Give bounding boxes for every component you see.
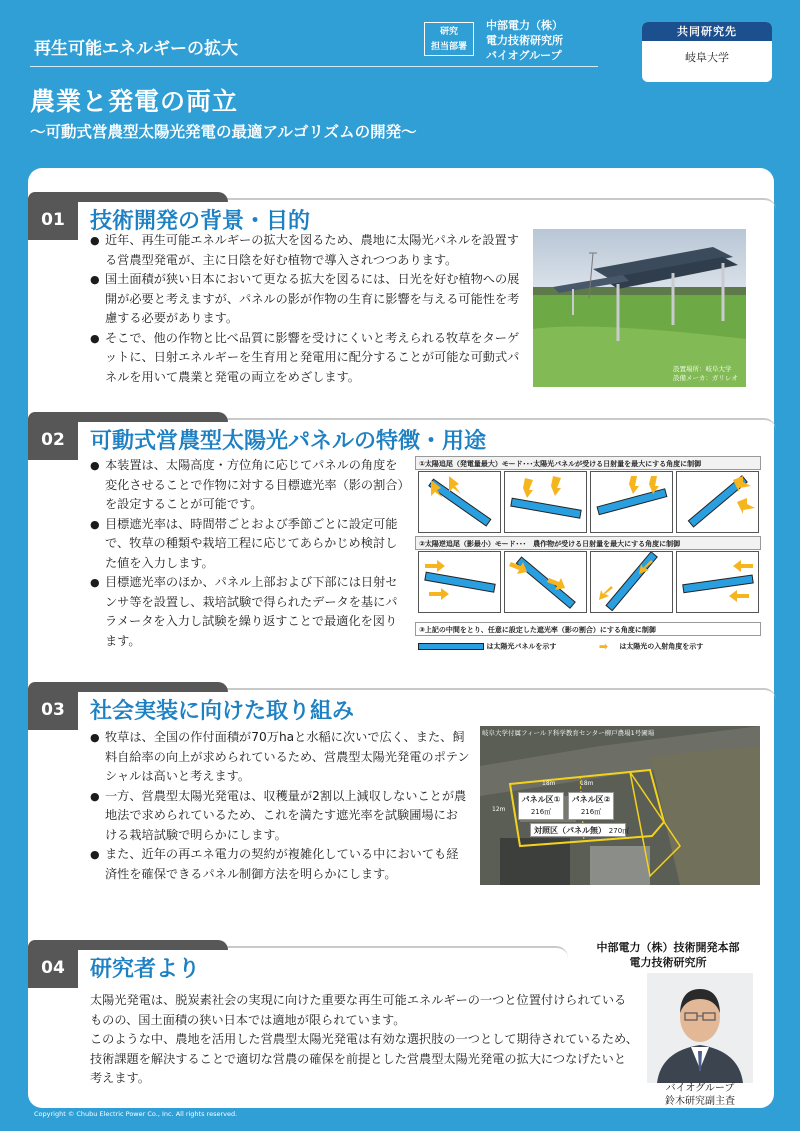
- list-item: ● 国土面積が狭い日本において更なる拡大を図るには、日光を好む植物への展開が必要と考えますが、パネルの影が作物の生育に影響を与える可能性を考慮する必要があります。: [90, 270, 526, 329]
- department-name-line2: 電力技術研究所: [486, 34, 563, 47]
- section-title: 社会実装に向けた取り組み: [90, 699, 355, 724]
- department-name-line3: バイオグループ: [486, 49, 562, 62]
- mode1-label: ①太陽追尾（発電量最大）モード･･･太陽光パネルが受ける日射量を最大にする角度に制御: [415, 456, 761, 470]
- collaborator-box: [642, 22, 772, 82]
- diagram-cell: [418, 551, 501, 613]
- map-dim-3: 12m: [492, 806, 506, 813]
- header-divider: [30, 66, 598, 67]
- page-subtitle: ～可動式営農型太陽光発電の最適アルゴリズムの開発～: [30, 123, 417, 141]
- panel-control-diagram: [415, 456, 761, 656]
- diagram-cell: [590, 551, 673, 613]
- diagram-cell: [676, 551, 759, 613]
- section-number: 03: [28, 690, 78, 730]
- solar-farm-photo: [533, 229, 746, 387]
- department-name: [486, 18, 563, 63]
- diagram-cell: [590, 471, 673, 533]
- page-title: 農業と発電の両立: [30, 87, 239, 116]
- department-name-line1: 中部電力（株）: [486, 19, 563, 32]
- section-02-bullets: [90, 456, 408, 651]
- collaborator-label: 共同研究先: [642, 22, 772, 41]
- department-label: [424, 22, 474, 56]
- avatar: [647, 973, 753, 1083]
- map-dim-1: 18m: [542, 780, 556, 787]
- researcher-message: [90, 991, 638, 1089]
- collaborator-value: 岐阜大学: [685, 51, 729, 64]
- diagram-cell: [504, 551, 587, 613]
- mode3-label: ③上記の中間をとり、任意に設定した遮光率（影の割合）にする角度に制御: [415, 622, 761, 636]
- section-title: 研究者より: [90, 957, 201, 982]
- section-number: 01: [28, 200, 78, 240]
- diagram-cell: [418, 471, 501, 533]
- category-title: 再生可能エネルギーの拡大: [34, 39, 238, 59]
- list-item: ● 目標遮光率は、時間帯ごとおよび季節ごとに設定可能で、牧草の種類や栽培工程に応じてあらかじめ検討した値を入力します。: [90, 515, 408, 574]
- section-number: 02: [28, 420, 78, 460]
- list-item: ● 近年、再生可能エネルギーの拡大を図るため、農地に太陽光パネルを設置する営農型発電が、主に日陰を好む植物で導入されつつあります。: [90, 231, 526, 270]
- diagram-cell: [676, 471, 759, 533]
- map-title: 岐阜大学付属フィールド科学教育センター柳戸農場1号圃場: [482, 729, 655, 737]
- list-item: ● また、近年の再エネ電力の契約が複雑化している中においても経済性を確保できるパネル制御方法を明らかにします。: [90, 845, 470, 884]
- list-item: ● 本装置は、太陽高度・方位角に応じてパネルの角度を変化させることで作物に対する目標遮光率（影の割合）を設定することが可能です。: [90, 456, 408, 515]
- department-label-line1: 研究: [439, 27, 458, 37]
- section-number: 04: [28, 948, 78, 988]
- map-panel-area-2: パネル区② 216㎡: [568, 792, 614, 820]
- copyright: Copyright © Chubu Electric Power Co., Inc. All rights reserved.: [34, 1110, 238, 1118]
- researcher-caption: バイオグループ 鈴木研究副主査: [665, 1083, 735, 1107]
- diagram-legend: は太陽光パネルを示す ➡ は太陽光の入射角度を示す: [418, 640, 703, 653]
- map-dim-2: 18m: [580, 780, 594, 787]
- list-item: ● 牧草は、全国の作付面積が70万haと水稲に次いで広く、また、飼料自給率の向上が求められているため、営農型太陽光発電のポテンシャルは高いと考えます。: [90, 728, 470, 787]
- paragraph: 太陽光発電は、脱炭素社会の実現に向けた重要な再生可能エネルギーの一つと位置付けられているものの、国土面積の狭い日本では適地が限られています。: [90, 993, 627, 1027]
- map-control-area: 対照区（パネル無） 270㎡: [530, 823, 626, 837]
- list-item: ● 目標遮光率のほか、パネル上部および下部には日射センサ等を設置し、栽培試験で得られたデータを基にパラメータを入力し試験を繰り返すことで最適化を図ります。: [90, 573, 408, 651]
- section-01-bullets: [90, 231, 526, 387]
- paragraph: このような中、農地を活用した営農型太陽光発電は有効な選択肢の一つとして期待されているため、技術課題を解決することで適切な営農の確保を前提とした営農型太陽光発電の拡大につなげたいと考えます。: [90, 1032, 638, 1085]
- list-item: ● そこで、他の作物と比べ品質に影響を受けにくいと考えられる牧草をターゲットに、日射エネルギーを生育用と発電用に配分することが可能な可動式パネルを用いて農業と発電の両立をめざします。: [90, 329, 526, 388]
- solar-farm-illustration: [533, 229, 746, 387]
- field-map: [480, 726, 760, 885]
- section-03-bullets: [90, 728, 470, 884]
- mode2-label: ②太陽逆追尾（影最小）モード･･･ 農作物が受ける日射量を最大にする角度に制御: [415, 536, 761, 550]
- legend-arrow-icon: ➡: [598, 640, 609, 653]
- legend-panel-swatch: [418, 643, 484, 650]
- diagram-cell: [504, 471, 587, 533]
- department-label-line2: 担当部署: [430, 42, 467, 52]
- photo-caption: 設置場所：岐阜大学 設備メーカ：ガリレオ: [673, 365, 738, 382]
- researcher-photo: [647, 973, 753, 1083]
- section-title: 可動式営農型太陽光パネルの特徴・用途: [90, 429, 487, 454]
- list-item: ● 一方、営農型太陽光発電は、収穫量が2割以上減収しないことが農地法で求められているため、これを満たす遮光率を試験圃場における栽培試験で明らかにします。: [90, 787, 470, 846]
- section-title: 技術開発の背景・目的: [90, 209, 311, 234]
- researcher-organization: 中部電力（株）技術開発本部 電力技術研究所: [596, 941, 740, 969]
- map-panel-area-1: パネル区① 216㎡: [518, 792, 564, 820]
